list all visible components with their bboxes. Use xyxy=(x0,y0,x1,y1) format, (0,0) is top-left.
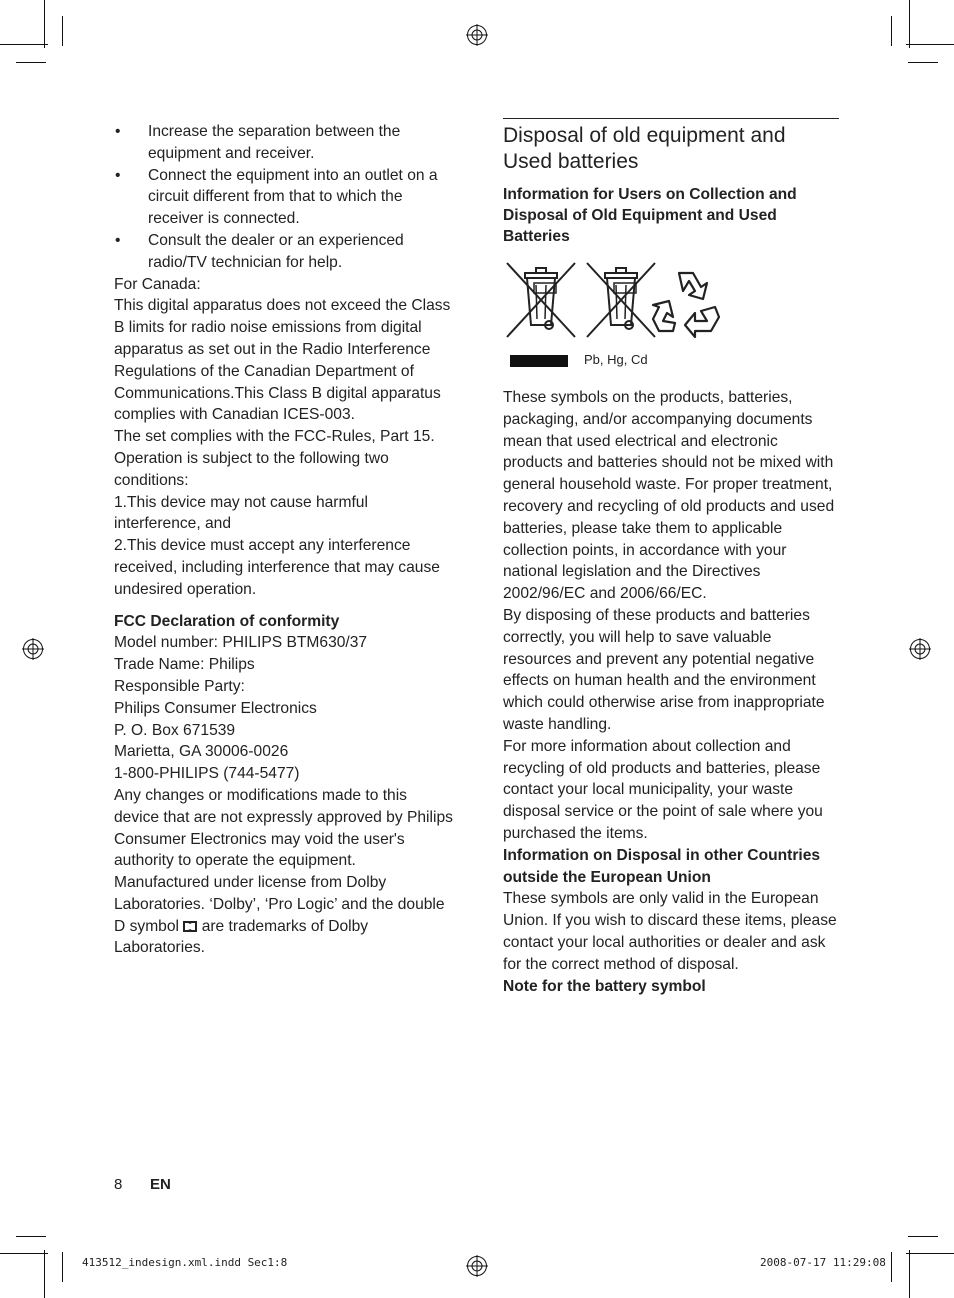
symbol-caption: Pb, Hg, Cd xyxy=(584,352,648,367)
registration-mark-icon xyxy=(22,638,44,660)
disposal-symbols xyxy=(503,261,839,381)
crop-mark xyxy=(44,0,45,48)
registration-mark-icon xyxy=(466,24,488,46)
slug-date: 2008-07-17 11:29:08 xyxy=(760,1256,886,1269)
responsible-party-label: Responsible Party: xyxy=(114,677,245,695)
crop-mark xyxy=(891,16,892,46)
list-item: • Increase the separation between the equipment and receiver. xyxy=(114,121,454,165)
registration-mark-icon xyxy=(466,1255,488,1277)
disposal-paragraph-3: For more information about collection and recycling of old products and batteries, please contact your local municipality, your waste disposal service or the point of sale where you purchased the items. xyxy=(503,737,823,842)
registration-mark-icon xyxy=(909,638,931,660)
trade-name: Trade Name: Philips xyxy=(114,656,255,674)
phone-number: 1-800-PHILIPS (744-5477) xyxy=(114,765,300,783)
crop-mark xyxy=(0,44,48,45)
slug-file: 413512_indesign.xml.indd Sec1:8 xyxy=(82,1256,288,1269)
condition-2: 2.This device must accept any interference received, including interference that may cause undesired operation. xyxy=(114,537,440,598)
right-column xyxy=(503,118,839,997)
list-item: • Connect the equipment into an outlet on a circuit different from that to which the receiver is connected. xyxy=(114,165,454,230)
disposal-paragraph-4: These symbols are only valid in the European Union. If you wish to discard these items, please contact your local authorities or dealer and ask for the correct method of disposal. xyxy=(503,890,837,973)
crop-mark xyxy=(16,62,46,63)
city-address: Marietta, GA 30006-0026 xyxy=(114,743,289,761)
changes-warning: Any changes or modifications made to this device that are not expressly approved by Philips Consumer Electronics may void the user's authority to operate the equipment. xyxy=(114,786,453,870)
section-heading: Disposal of old equipment and Used batteries xyxy=(503,118,839,175)
crop-mark xyxy=(908,62,938,63)
outside-eu-heading: Information on Disposal in other Countries outside the European Union xyxy=(503,846,821,886)
crop-mark xyxy=(909,0,910,48)
crop-mark xyxy=(16,1236,46,1237)
crop-mark xyxy=(906,44,954,45)
language-code: EN xyxy=(150,1176,171,1193)
list-item: • Consult the dealer or an experienced radio/TV technician for help. xyxy=(114,230,454,274)
crop-mark xyxy=(0,1253,48,1254)
dolby-notice xyxy=(114,872,454,959)
dolby-notice-start: Manufactured under license from Dolby Laboratories. ‘Dolby’, ‘Pro Logic’ and the double D symbol xyxy=(114,874,445,935)
crop-mark xyxy=(44,1250,45,1298)
crop-mark xyxy=(62,1252,63,1282)
dolby-notice-end: are trademarks of Dolby Laboratories. xyxy=(114,917,369,957)
fcc-rules-text: The set complies with the FCC-Rules, Part 15. Operation is subject to the following two conditions: xyxy=(114,428,435,489)
recycle-icon xyxy=(649,265,723,339)
battery-note-heading: Note for the battery symbol xyxy=(503,977,706,995)
responsible-party-name: Philips Consumer Electronics xyxy=(114,699,317,717)
crop-mark xyxy=(906,1253,954,1254)
crop-mark xyxy=(909,1250,910,1298)
page-number: 8 xyxy=(114,1176,123,1193)
fcc-declaration-heading: FCC Declaration of conformity xyxy=(114,612,340,630)
crop-mark xyxy=(891,1252,892,1282)
disposal-paragraph-2: By disposing of these products and batteries correctly, you will help to save valuable resources and prevent any potential negative effects on human health and the environment which could otherwise arise from inappropriate waste handling. xyxy=(503,606,825,733)
dolby-double-d-icon xyxy=(183,921,197,932)
section-subheading: Information for Users on Collection and Disposal of Old Equipment and Used Batteries xyxy=(503,186,797,245)
disposal-paragraph-1: These symbols on the products, batteries, packaging, and/or accompanying documents mean that used electrical and electronic products and batteries should not be mixed with general household waste. For proper treatment, recovery and recycling of old products and used batteries, please take them to applicable collection points, in accordance with your national legislation and the Directives 2002/96/EC and 2006/66/EC. xyxy=(503,389,835,603)
canada-text: This digital apparatus does not exceed the Class B limits for radio noise emissions from digital apparatus as set out in the Radio Interference Regulations of the Canadian Department of Communications.This Class B digital apparatus complies with Canadian ICES-003. xyxy=(114,297,451,424)
crop-mark xyxy=(62,16,63,46)
canada-label: For Canada: xyxy=(114,275,201,293)
condition-1: 1.This device may not cause harmful interference, and xyxy=(114,493,368,533)
crop-mark xyxy=(908,1236,938,1237)
left-column xyxy=(114,121,454,959)
bullet-list xyxy=(114,121,454,274)
crossed-bin-icon xyxy=(503,261,579,339)
crossed-battery-bin-icon xyxy=(583,261,659,339)
po-box: P. O. Box 671539 xyxy=(114,721,236,739)
battery-bar xyxy=(510,355,568,367)
model-number: Model number: PHILIPS BTM630/37 xyxy=(114,634,368,652)
